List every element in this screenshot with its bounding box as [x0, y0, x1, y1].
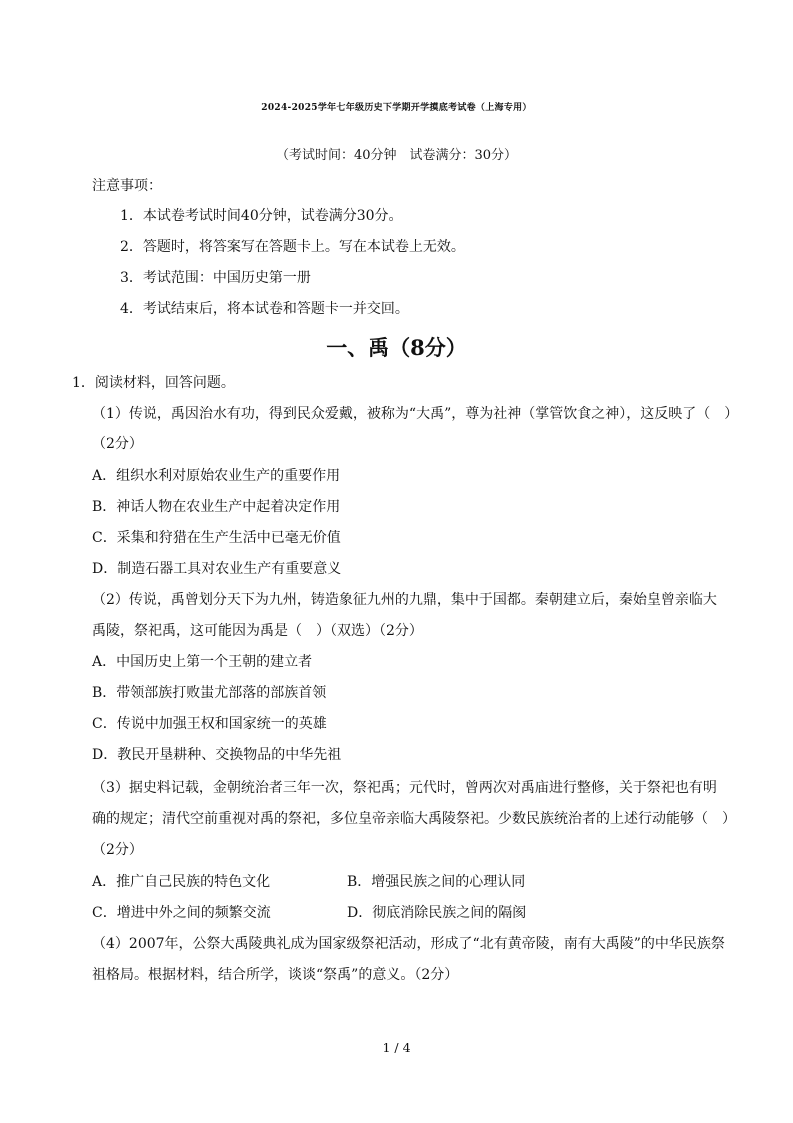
- q3-option-a: A．推广自己民族的特色文化: [92, 874, 271, 890]
- q3-text-line2: 确的规定；清代空前重视对禹的祭祀，多位皇帝亲临大禹陵祭祀。少数民族统治者的上述行动能够（ ）: [92, 811, 736, 827]
- q4-text-line1: （4）2007年，公祭大禹陵典礼成为国家级祭祀活动，形成了“北有黄帝陵，南有大禹陵”的中华民族祭: [92, 936, 725, 952]
- q2-option-d: D．教民开垦耕种、交换物品的中华先祖: [92, 747, 342, 763]
- q1-option-a: A．组织水利对原始农业生产的重要作用: [92, 468, 341, 484]
- q1-text-line1: （1）传说，禹因治水有功，得到民众爱戴，被称为“大禹”，尊为社神（掌管饮食之神），这反映了（ ）: [92, 406, 739, 422]
- q3-text-line3: （2分）: [92, 842, 143, 858]
- q1-option-c: C．采集和狩猎在生产生活中已毫无价值: [92, 530, 341, 546]
- notes-heading: 注意事项：: [92, 178, 162, 194]
- q3-option-d: D．彻底消除民族之间的隔阂: [347, 905, 527, 921]
- q2-option-a: A．中国历史上第一个王朝的建立者: [92, 654, 313, 670]
- section-title: 一、禹（8分）: [326, 335, 467, 360]
- q2-option-b: B．带领部族打败蚩尤部落的部族首领: [92, 685, 327, 701]
- q1-option-b: B．神话人物在农业生产中起着决定作用: [92, 499, 341, 515]
- q1-text-line2: （2分）: [92, 436, 143, 452]
- q3-text-line1: （3）据史料记载，金朝统治者三年一次，祭祀禹；元代时，曾两次对禹庙进行整修，关于祭祀也有明: [92, 780, 717, 796]
- note-item-3: 3．考试范围：中国历史第一册: [120, 270, 311, 286]
- exam-title: 2024-2025学年七年级历史下学期开学摸底考试卷（上海专用）: [261, 103, 532, 113]
- q1-option-d: D．制造石器工具对农业生产有重要意义: [92, 561, 342, 577]
- q2-option-c: C．传说中加强王权和国家统一的英雄: [92, 716, 327, 732]
- question-stem: 1．阅读材料，回答问题。: [72, 375, 235, 391]
- note-item-2: 2．答题时，将答案写在答题卡上。写在本试卷上无效。: [120, 239, 465, 255]
- page-number: 1 / 4: [382, 1040, 411, 1055]
- q3-option-b: B．增强民族之间的心理认同: [347, 874, 526, 890]
- exam-subtitle: （考试时间：40分钟 试卷满分：30分）: [275, 148, 518, 163]
- q4-text-line2: 祖格局。根据材料，结合所学，谈谈“祭禹”的意义。（2分）: [92, 967, 459, 983]
- note-item-1: 1．本试卷考试时间40分钟，试卷满分30分。: [120, 208, 403, 224]
- q3-option-c: C．增进中外之间的频繁交流: [92, 905, 271, 921]
- q2-text-line2: 禹陵，祭祀禹，这可能因为禹是（ ）（双选）（2分）: [92, 623, 423, 639]
- q2-text-line1: （2）传说，禹曾划分天下为九州，铸造象征九州的九鼎，集中于国都。秦朝建立后，秦始皇曾亲临大: [92, 592, 717, 608]
- note-item-4: 4．考试结束后，将本试卷和答题卡一并交回。: [120, 301, 409, 317]
